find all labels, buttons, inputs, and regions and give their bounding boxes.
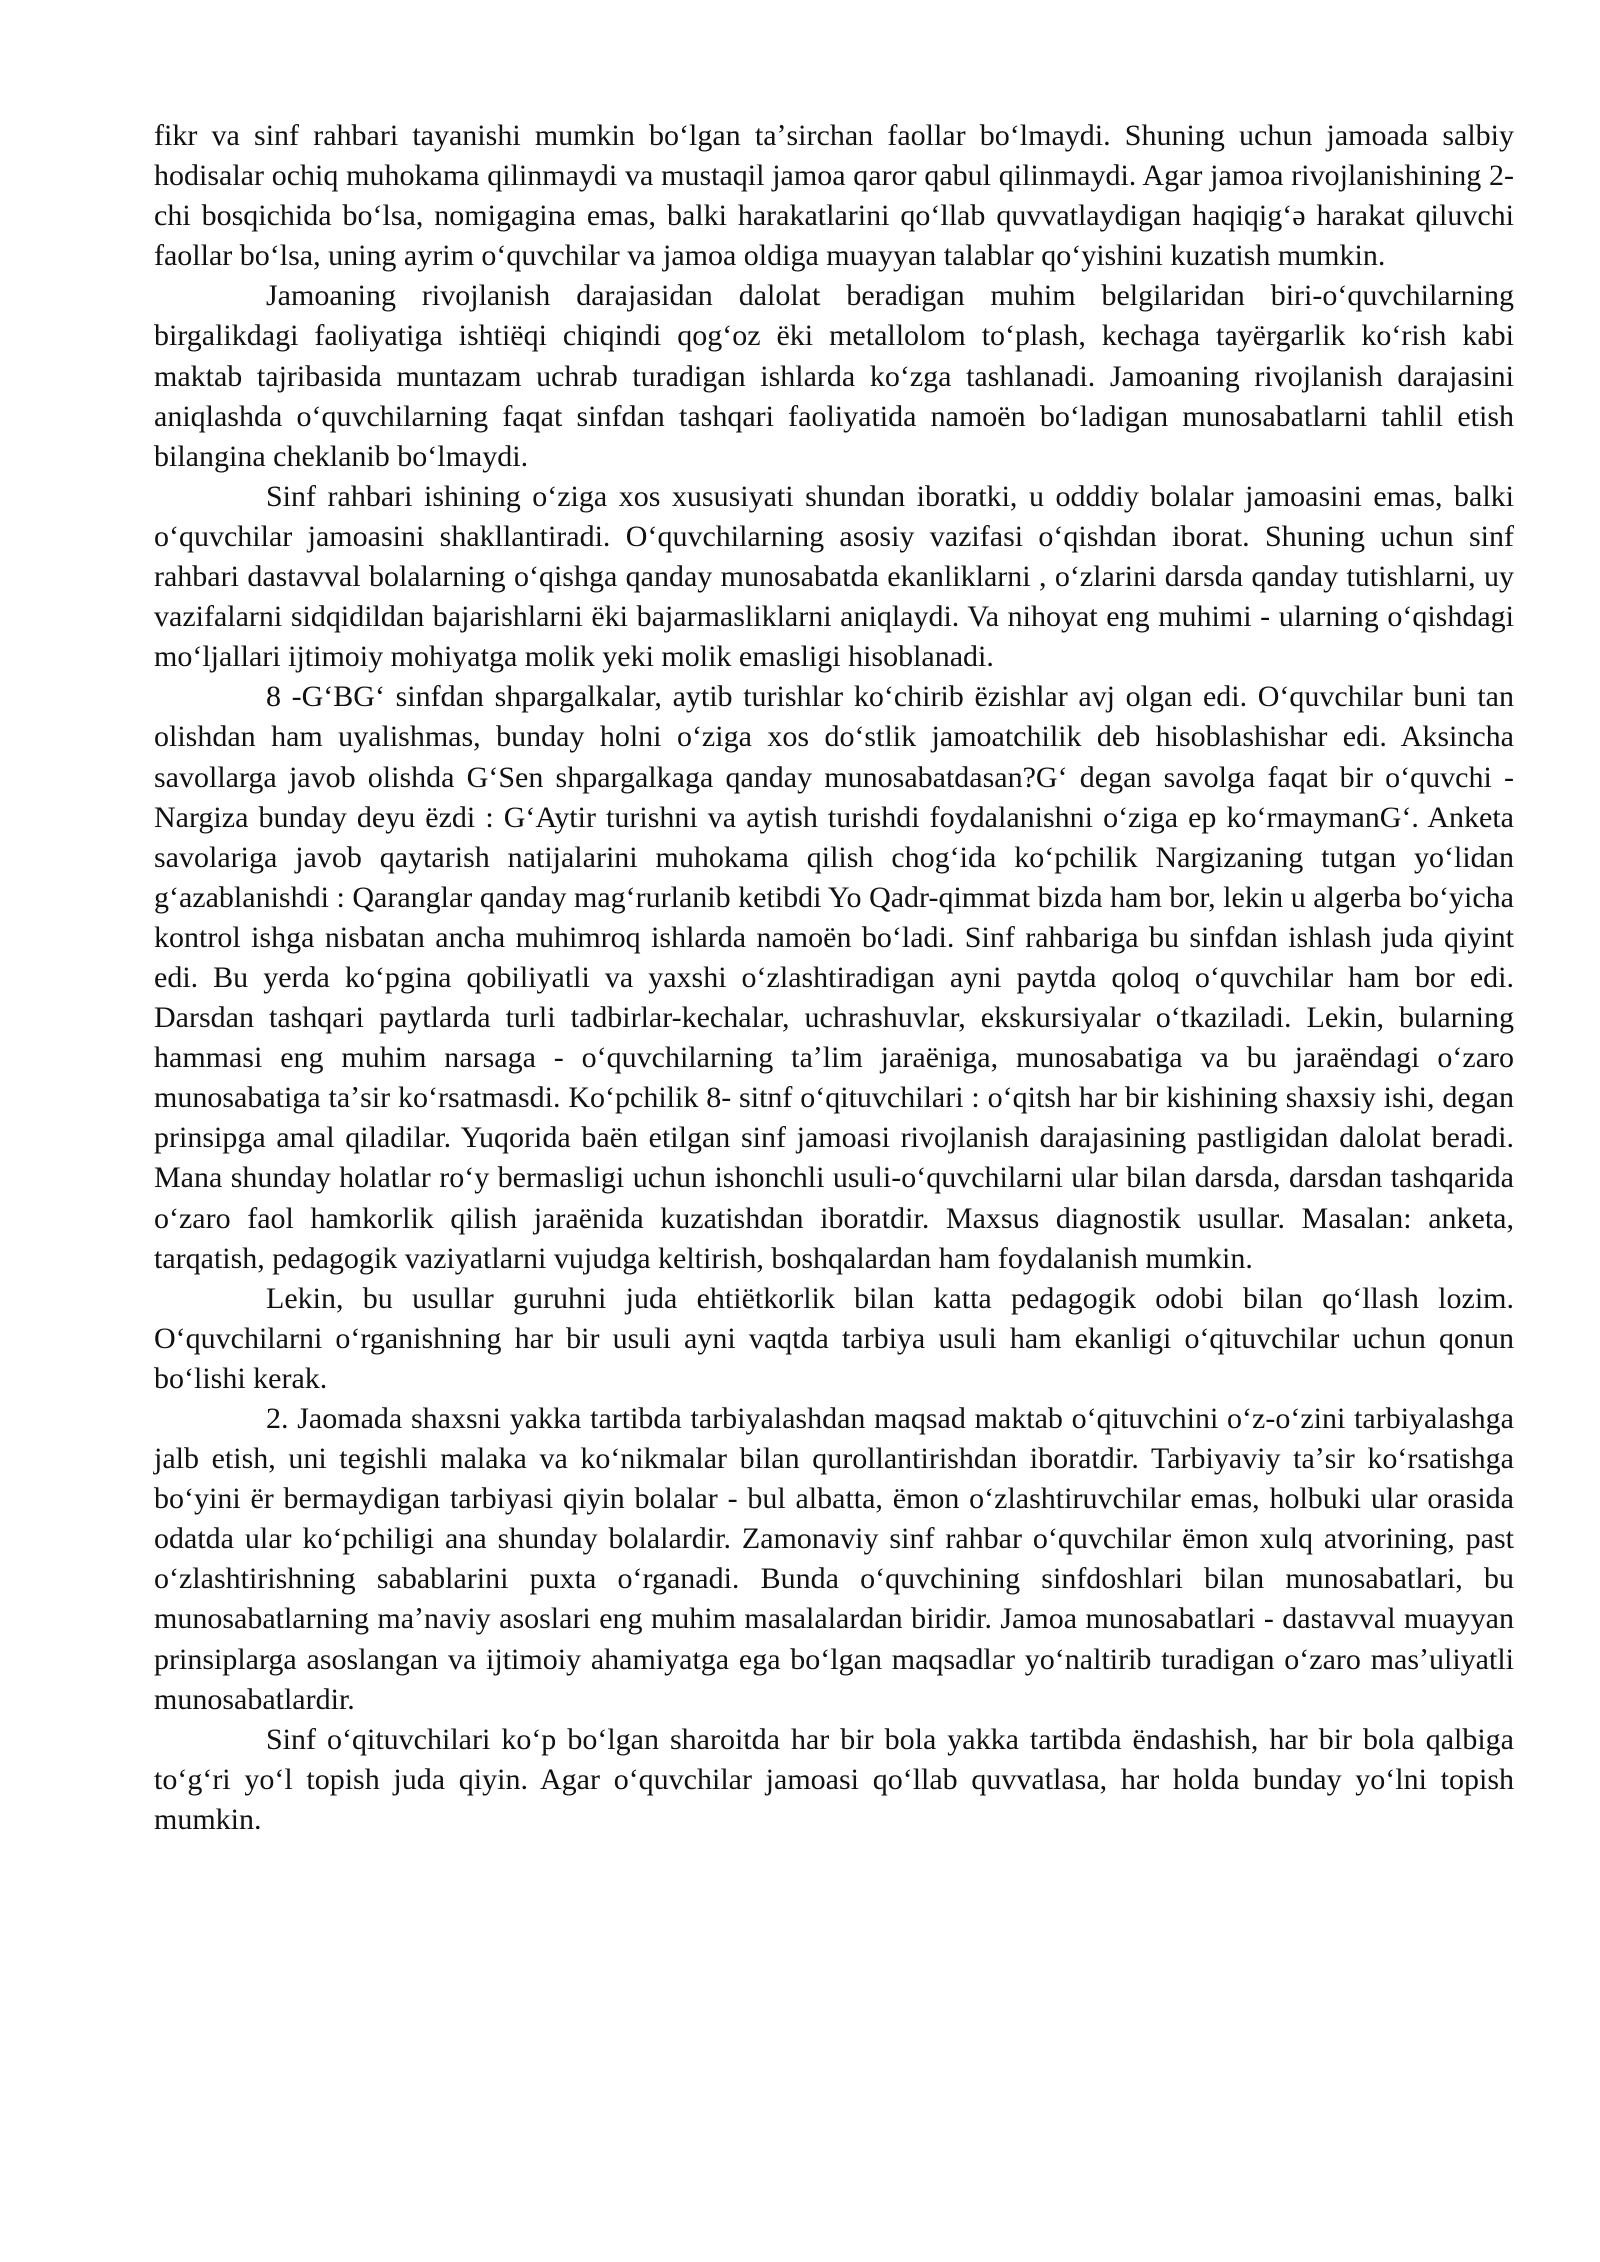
paragraph-3: Sinf rahbari ishining oʻziga xos xususiyati shundan iboratki, u odddiy bolalar jamoasini emas, balki oʻquvchilar jamoasini shakllantiradi. Oʻquvchilarning asosiy vazifasi oʻqishdan iborat. Shuning uchun sinf rahbari dastavval bolalarning oʻqishga qanday munosabatda ekanliklarni , oʻzlarini darsda qanday tutishlarni, uy vazifalarni sidqidildan bajarishlarni ëki bajarmasliklarni aniqlaydi. Va nihoyat eng muhimi - ularning oʻqishdagi moʻljallari ijtimoiy mohiyatga molik yeki molik emasligi hisoblanadi. bbox=[154, 479, 1514, 674]
paragraph-1: fikr va sinf rahbari tayanishi mumkin boʻlgan taʼsirchan faollar boʻlmaydi. Shuning uchun jamoada salbiy hodisalar ochiq muhokama qilinmaydi va mustaqil jamoa qaror qabul qilinmaydi. Agar jamoa rivojlanishining 2- chi bosqichida boʻlsa, nomigagina emas, balki harakatlarini qoʻllab quvvatlaydigan haqiqigʻə harakat qiluvchi faollar boʻlsa, uning ayrim oʻquvchilar va jamoa oldiga muayyan talablar qoʻyishini kuzatish mumkin. bbox=[154, 119, 1514, 273]
paragraph-7: Sinf oʻqituvchilari koʻp boʻlgan sharoitda har bir bola yakka tartibda ëndashish, har bir bola qalbiga toʻgʻri yoʻl topish juda qiyin. Agar oʻquvchilar jamoasi qoʻllab quvvatlasa, har holda bunday yoʻlni topish mumkin. bbox=[154, 1722, 1514, 1836]
paragraph-4: 8 -GʻBGʻ sinfdan shpargalkalar, aytib turishlar koʻchirib ëzishlar avj olgan edi. Oʻquvchilar buni tan olishdan ham uyalishmas, bunday holni oʻziga xos doʻstlik jamoatchilik deb hisoblashishar edi. Aksincha savollarga javob olishda GʻSen shpargalkaga qanday munosabatdasan?Gʻ degan savolga faqat bir oʻquvchi - Nargiza bunday deyu ëzdi : GʻAytir turishni va aytish turishdi foydalanishni oʻziga ep koʻrmaymanGʻ. Anketa savolariga javob qaytarish natijalarini muhokama qilish chogʻida koʻpchilik Nargizaning tutgan yoʻlidan gʻazablanishdi : Qaranglar qanday magʻrurlanib ketibdi Yo Qadr-qimmat bizda ham bor, lekin u algerba boʻyicha kontrol ishga nisbatan ancha muhimroq ishlarda namoën boʻladi. Sinf rahbariga bu sinfdan ishlash juda qiyint edi. Bu yerda koʻpgina qobiliyatli va yaxshi oʻzlashtiradigan ayni paytda qoloq oʻquvchilar ham bor edi. Darsdan tashqari paytlarda turli tadbirlar-kechalar, uchrashuvlar, ekskursiyalar oʻtkaziladi. Lekin, bularning hammasi eng muhim narsaga - oʻquvchilarning taʼlim jaraëniga, munosabatiga va bu jaraëndagi oʻzaro munosabatiga taʼsir koʻrsatmasdi. Koʻpchilik 8- sitnf oʻqituvchilari : oʻqitsh har bir kishining shaxsiy ishi, degan prinsipga amal qiladilar. Yuqorida baën etilgan sinf jamoasi rivojlanish darajasining pastligidan dalolat beradi. Mana shunday holatlar roʻy bermasligi uchun ishonchli usuli-oʻquvchilarni ular bilan darsda, darsdan tashqarida oʻzaro faol hamkorlik qilish jaraënida kuzatishdan iboratdir. Maxsus diagnostik usullar. Masalan: anketa, tarqatish, pedagogik vaziyatlarni vujudga keltirish, boshqalardan ham foydalanish mumkin. bbox=[154, 680, 1514, 1275]
paragraph-6: 2. Jaomada shaxsni yakka tartibda tarbiyalashdan maqsad maktab oʻqituvchini oʻz-oʻzini tarbiyalashga jalb etish, uni tegishli malaka va koʻnikmalar bilan qurollantirishdan iboratdir. Tarbiyaviy taʼsir koʻrsatishga boʻyini ër bermaydigan tarbiyasi qiyin bolalar - bul albatta, ëmon oʻzlashtiruvchilar emas, holbuki ular orasida odatda ular koʻpchiligi ana shunday bolalardir. Zamonaviy sinf rahbar oʻquvchilar ëmon xulq atvorining, past oʻzlashtirishning sabablarini puxta oʻrganadi. Bunda oʻquvchining sinfdoshlari bilan munosabatlari, bu munosabatlarning maʼnaviy asoslari eng muhim masalalardan biridir. Jamoa munosabatlari - dastavval muayyan prinsiplarga asoslangan va ijtimoiy ahamiyatga ega boʻlgan maqsadlar yoʻnaltirib turadigan oʻzaro masʼuliyatli munosabatlardir. bbox=[154, 1402, 1514, 1716]
paragraph-5: Lekin, bu usullar guruhni juda ehtiëtkorlik bilan katta pedagogik odobi bilan qoʻllash lozim. Oʻquvchilarni oʻrganishning har bir usuli ayni vaqtda tarbiya usuli ham ekanligi oʻqituvchilar uchun qonun boʻlishi kerak. bbox=[154, 1281, 1514, 1395]
paragraph-2: Jamoaning rivojlanish darajasidan dalolat beradigan muhim belgilaridan biri-oʻquvchilarning birgalikdagi faoliyatiga ishtiëqi chiqindi qogʻoz ëki metallolom toʻplash, kechaga tayërgarlik koʻrish kabi maktab tajribasida muntazam uchrab turadigan ishlarda koʻzga tashlanadi. Jamoaning rivojlanish darajasini aniqlashda oʻquvchilarning faqat sinfdan tashqari faoliyatida namoën boʻladigan munosabatlarni tahlil etish bilangina cheklanib boʻlmaydi. bbox=[154, 279, 1514, 473]
document-page bbox=[154, 116, 1514, 1840]
